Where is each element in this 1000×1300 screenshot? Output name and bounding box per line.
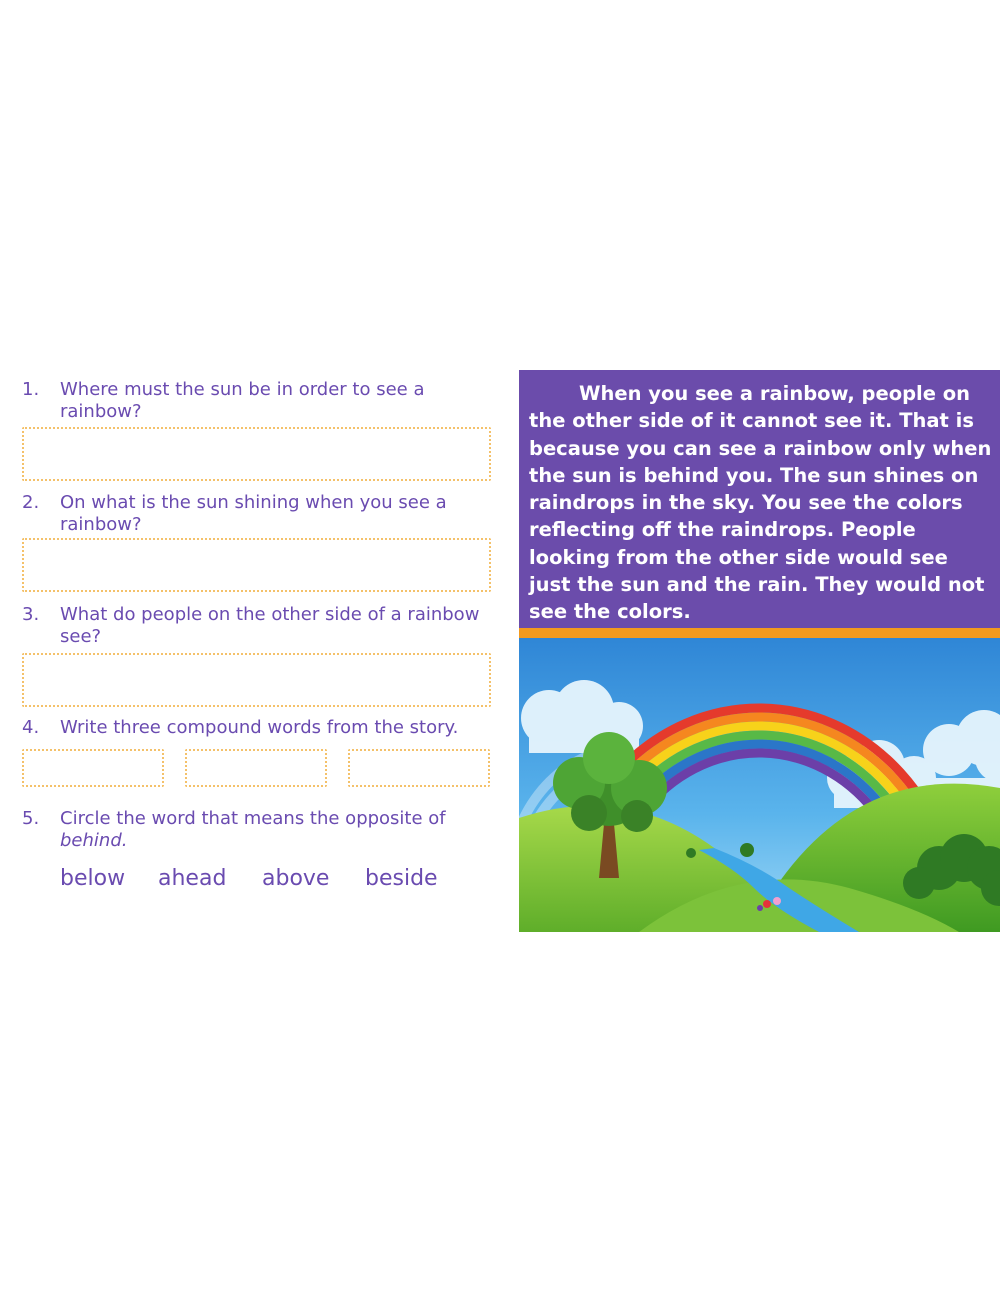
- question-5-lead: Circle the word that means the opposite of: [60, 808, 446, 829]
- choice-above[interactable]: above: [262, 866, 330, 891]
- question-number: 5.: [22, 808, 40, 829]
- story-panel: [519, 370, 1000, 628]
- question-text: What do people on the other side of a rainbow see?: [60, 604, 480, 647]
- choice-below[interactable]: below: [60, 866, 126, 891]
- word-choices: [60, 866, 500, 896]
- compound-word-box-3[interactable]: [348, 749, 490, 787]
- compound-word-box-2[interactable]: [185, 749, 327, 787]
- question-number: 4.: [22, 717, 40, 738]
- compound-word-box-1[interactable]: [22, 749, 164, 787]
- question-text: Write three compound words from the story.: [60, 717, 459, 738]
- question-text: [60, 808, 505, 852]
- answer-box-1[interactable]: [22, 427, 491, 481]
- question-number: 2.: [22, 492, 40, 513]
- question-number: 1.: [22, 379, 40, 400]
- story-text: When you see a rainbow, people on the other side of it cannot see it. That is because you can see a rainbow only when the sun is behind you. The sun shines on raindrops in the sky. You see the colors reflecting off the raindrops. People looking from the other side would see just the sun and the rain. They would not see the colors.: [529, 382, 992, 624]
- emphasized-word: behind.: [60, 830, 128, 851]
- question-text: On what is the sun shining when you see a rainbow?: [60, 492, 447, 535]
- rainbow-illustration: [519, 638, 1000, 932]
- question-text: Where must the sun be in order to see a rainbow?: [60, 379, 425, 422]
- choice-beside[interactable]: beside: [365, 866, 438, 891]
- accent-stripe: [519, 628, 1000, 638]
- question-number: 3.: [22, 604, 40, 625]
- choice-ahead[interactable]: ahead: [158, 866, 227, 891]
- answer-box-3[interactable]: [22, 653, 491, 707]
- answer-box-2[interactable]: [22, 538, 491, 592]
